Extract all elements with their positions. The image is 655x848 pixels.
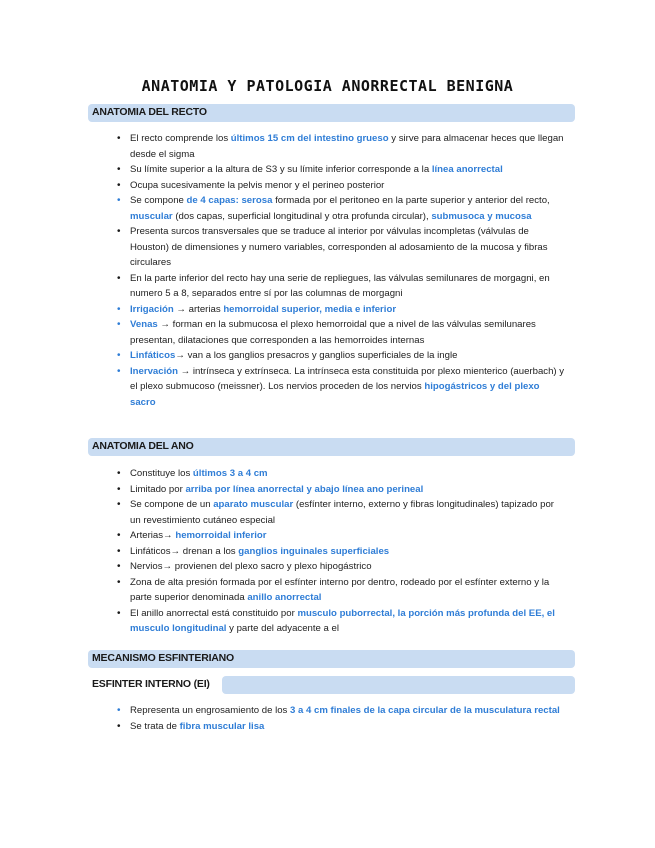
list-ano	[117, 466, 565, 637]
bullet-icon: •	[117, 561, 121, 572]
item-text: El recto comprende los	[130, 133, 231, 144]
list-item	[117, 271, 565, 302]
list-item	[117, 364, 565, 411]
item-text: Representa un engrosamiento de los	[130, 705, 290, 716]
list-item	[117, 302, 565, 318]
item-text: Ocupa sucesivamente la pelvis menor y el perineo posterior	[130, 179, 385, 191]
item-text: → forman en la submucosa el plexo hemorroidal que a nivel de las válvulas semilunares presentan, dilataciones que corresponden a las hemorroides internas	[130, 319, 536, 346]
bullet-icon: •	[117, 226, 121, 237]
list-item	[117, 544, 565, 560]
bullet-icon: •	[117, 705, 121, 716]
list-item	[117, 348, 565, 364]
item-text: El anillo anorrectal está constituido por	[130, 607, 298, 619]
list-item	[117, 497, 565, 528]
list-item	[117, 466, 565, 482]
highlighted-term: submusoca y mucosa	[431, 210, 532, 222]
item-text: Se compone	[130, 195, 187, 206]
highlighted-term: musculo puborrectal, la porción más profunda del EE, el musculo longitudinal	[130, 607, 555, 634]
highlighted-term: 3 a 4 cm finales de la capa circular de la musculatura rectal	[290, 705, 560, 716]
bullet-icon: •	[117, 545, 121, 557]
highlighted-term: anillo anorrectal	[247, 592, 322, 603]
section-heading-esfinter: ESFINTER INTERNO (EI)	[92, 678, 210, 690]
list-item	[117, 528, 565, 544]
list-item	[117, 559, 565, 575]
list-item	[117, 224, 565, 271]
item-text: (dos capas, superficial longitudinal y otra profunda circular),	[172, 210, 432, 222]
item-text: Presenta surcos transversales que se traduce al interior por válvulas incompletas (válvulas de Houston) de dimensiones y numero variables, corresponden al adosamiento de la mucosa y fibras circulares	[130, 226, 548, 268]
bullet-icon: •	[117, 483, 121, 495]
bullet-icon: •	[117, 576, 121, 588]
item-text: y parte del adyacente a el	[226, 623, 340, 634]
section-heading-mecanismo: MECANISMO ESFINTERIANO	[92, 652, 235, 664]
highlighted-term: Linfáticos	[130, 350, 176, 361]
highlighted-term: hipogástricos y del plexo sacro	[130, 381, 540, 408]
bullet-icon: •	[117, 499, 121, 510]
list-esfinter	[117, 703, 565, 734]
list-item	[117, 317, 565, 348]
item-text: → van a los ganglios presacros y ganglios superficiales de la ingle	[175, 350, 458, 361]
bullet-icon: •	[117, 164, 121, 175]
highlighted-term: últimos 15 cm del intestino grueso	[230, 133, 389, 144]
bullet-icon: •	[117, 350, 121, 361]
highlighted-term: ganglios inguinales superficiales	[238, 545, 390, 557]
item-text: Su límite superior a la altura de S3 y su límite inferior corresponde a la	[130, 164, 432, 175]
item-text: → arterias	[173, 303, 224, 315]
item-text: formada por el peritoneo en la parte superior y anterior del recto,	[272, 195, 550, 206]
highlighted-term: Venas	[130, 319, 158, 330]
item-text: (esfínter interno, externo y fibras longitudinales) tapizado por un revestimiento cutáneo especial	[130, 499, 554, 526]
item-text: Linfáticos→ drenan a los	[130, 545, 239, 557]
page-title: ANATOMIA Y PATOLOGIA ANORRECTAL BENIGNA	[141, 77, 514, 95]
item-text: Se compone de un	[130, 499, 214, 510]
item-text: En la parte inferior del recto hay una serie de repliegues, las válvulas semilunares de morgagni, en numero 5 a 8, separados entre sí por las columnas de morgagni	[130, 272, 550, 299]
highlighted-term: fibra muscular lisa	[179, 720, 265, 732]
list-item	[117, 575, 565, 606]
list-item	[117, 703, 565, 719]
bullet-icon: •	[117, 530, 121, 541]
bullet-icon: •	[117, 303, 121, 315]
list-item	[117, 131, 565, 162]
highlighted-term: hemorroidal superior, media e inferior	[223, 303, 397, 315]
item-text: → intrínseca y extrínseca. La intrínseca esta constituida por plexo mienterico (auerbach) y el plexo submucoso (meissner). Los nervios proceden de los nervios	[130, 365, 565, 392]
item-text: Nervios→ provienen del plexo sacro y plexo hipogástrico	[130, 561, 372, 572]
highlighted-term: últimos 3 a 4 cm	[192, 468, 268, 479]
highlighted-term: Inervación	[130, 365, 178, 377]
highlighted-term: línea anorrectal	[431, 164, 503, 175]
bullet-icon: •	[117, 179, 121, 191]
section-heading-ano: ANATOMIA DEL ANO	[92, 440, 194, 452]
list-item	[117, 193, 565, 224]
list-item	[117, 162, 565, 178]
bullet-icon: •	[117, 607, 121, 619]
bullet-icon: •	[117, 319, 121, 330]
item-text: Se trata de	[130, 720, 180, 732]
item-text: Arterias→	[130, 530, 176, 541]
highlighted-term: de 4 capas: serosa	[186, 195, 273, 206]
highlighted-term: Irrigación	[130, 303, 174, 315]
section-bar-esfinter	[222, 676, 575, 694]
list-recto	[117, 131, 565, 410]
list-item	[117, 178, 565, 194]
bullet-icon: •	[117, 720, 121, 732]
highlighted-term: hemorroidal inferior	[175, 530, 267, 541]
item-text: Limitado por	[130, 483, 186, 495]
item-text: y sirve para almacenar heces que llegan desde el sigma	[130, 133, 564, 160]
item-text: Constituye los	[130, 468, 193, 479]
list-item	[117, 482, 565, 498]
highlighted-term: arriba por línea anorrectal y abajo línea ano perineal	[185, 483, 424, 495]
bullet-icon: •	[117, 133, 121, 144]
section-heading-recto: ANATOMIA DEL RECTO	[92, 106, 207, 118]
bullet-icon: •	[117, 365, 121, 377]
list-item	[117, 719, 565, 735]
highlighted-term: aparato muscular	[213, 499, 294, 510]
highlighted-term: muscular	[130, 210, 173, 222]
list-item	[117, 606, 565, 637]
bullet-icon: •	[117, 195, 121, 206]
bullet-icon: •	[117, 468, 121, 479]
item-text: Zona de alta presión formada por el esfínter interno por dentro, rodeado por el esfínter externo y la parte superior denominada	[130, 576, 550, 603]
bullet-icon: •	[117, 272, 121, 284]
